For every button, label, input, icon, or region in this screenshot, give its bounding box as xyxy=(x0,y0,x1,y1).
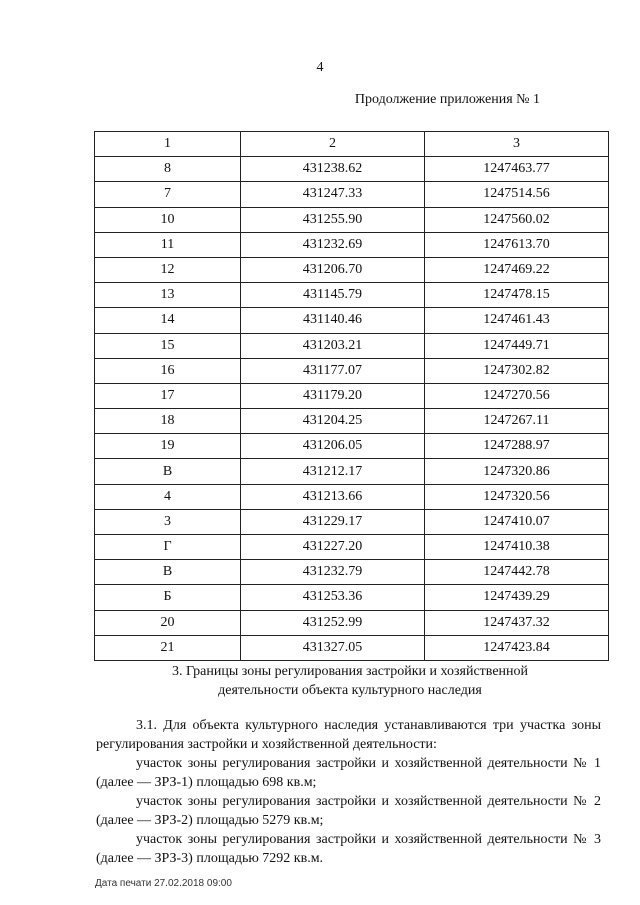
table-cell: 431213.66 xyxy=(241,484,425,509)
table-cell: 4 xyxy=(95,484,241,509)
table-row xyxy=(95,358,609,383)
table-cell: 3 xyxy=(95,509,241,534)
table-row xyxy=(95,207,609,232)
table-row xyxy=(95,333,609,358)
table-cell: 431229.17 xyxy=(241,509,425,534)
table-cell: 431327.05 xyxy=(241,635,425,660)
table-header-cell: 3 xyxy=(425,132,609,157)
section-title-line: 3. Границы зоны регулирования застройки и хозяйственной xyxy=(171,664,529,679)
table-cell: В xyxy=(95,459,241,484)
table-row xyxy=(95,484,609,509)
table-cell: 431204.25 xyxy=(241,409,425,434)
print-date: Дата печати 27.02.2018 09:00 xyxy=(95,878,232,889)
paragraph: участок зоны регулирования застройки и хозяйственной деятельности № 1 (далее — ЗРЗ-1) площадью 698 кв.м; xyxy=(96,756,601,790)
table-cell: 16 xyxy=(95,358,241,383)
section-body xyxy=(96,716,601,868)
table-row xyxy=(95,610,609,635)
continuation-caption: Продолжение приложения № 1 xyxy=(354,92,540,107)
table-cell: 1247461.43 xyxy=(425,308,609,333)
table-cell: 1247613.70 xyxy=(425,232,609,257)
paragraph: участок зоны регулирования застройки и хозяйственной деятельности № 2 (далее — ЗРЗ-2) площадью 5279 кв.м; xyxy=(96,794,601,828)
table-cell: 13 xyxy=(95,283,241,308)
section-title-line: деятельности объекта культурного наследия xyxy=(218,683,482,698)
page-number: 4 xyxy=(316,60,324,75)
table-cell: 431253.36 xyxy=(241,585,425,610)
table-row xyxy=(95,509,609,534)
table-cell: 8 xyxy=(95,157,241,182)
table-row xyxy=(95,535,609,560)
table-row xyxy=(95,308,609,333)
table-cell: 1247439.29 xyxy=(425,585,609,610)
table-cell: 431252.99 xyxy=(241,610,425,635)
table-cell: 1247302.82 xyxy=(425,358,609,383)
table-cell: 1247267.11 xyxy=(425,409,609,434)
table-cell: 1247463.77 xyxy=(425,157,609,182)
table-cell: 7 xyxy=(95,182,241,207)
table-cell: 1247423.84 xyxy=(425,635,609,660)
table-row xyxy=(95,585,609,610)
table-cell: 1247410.07 xyxy=(425,509,609,534)
table-row xyxy=(95,383,609,408)
table-cell: 18 xyxy=(95,409,241,434)
table-cell: 1247288.97 xyxy=(425,434,609,459)
table-cell: 1247469.22 xyxy=(425,257,609,282)
table-row xyxy=(95,635,609,660)
table-row xyxy=(95,283,609,308)
table-row xyxy=(95,434,609,459)
table-cell: 1247410.38 xyxy=(425,535,609,560)
table-row xyxy=(95,257,609,282)
coordinates-table xyxy=(94,131,609,661)
table-cell: 431145.79 xyxy=(241,283,425,308)
table-header-row xyxy=(95,132,609,157)
table-cell: 1247320.56 xyxy=(425,484,609,509)
table-cell: 431206.70 xyxy=(241,257,425,282)
table-cell: 15 xyxy=(95,333,241,358)
table-cell: Г xyxy=(95,535,241,560)
table-cell: 12 xyxy=(95,257,241,282)
table-header-cell: 1 xyxy=(95,132,241,157)
table-cell: 1247437.32 xyxy=(425,610,609,635)
table-row xyxy=(95,182,609,207)
table-cell: 1247449.71 xyxy=(425,333,609,358)
table-cell: 431238.62 xyxy=(241,157,425,182)
table-cell: 21 xyxy=(95,635,241,660)
table-cell: 431247.33 xyxy=(241,182,425,207)
table-row xyxy=(95,409,609,434)
table-cell: 19 xyxy=(95,434,241,459)
table-cell: 17 xyxy=(95,383,241,408)
table-cell: 431232.79 xyxy=(241,560,425,585)
table-cell: 431203.21 xyxy=(241,333,425,358)
table-cell: 431212.17 xyxy=(241,459,425,484)
table-cell: 1247478.15 xyxy=(425,283,609,308)
table-cell: 1247320.86 xyxy=(425,459,609,484)
table-cell: 431206.05 xyxy=(241,434,425,459)
table-cell: 14 xyxy=(95,308,241,333)
table-cell: 10 xyxy=(95,207,241,232)
table-row xyxy=(95,560,609,585)
section-title xyxy=(0,662,640,700)
table-cell: 20 xyxy=(95,610,241,635)
paragraph: участок зоны регулирования застройки и хозяйственной деятельности № 3 (далее — ЗРЗ-3) площадью 7292 кв.м. xyxy=(96,832,601,866)
table-cell: 431255.90 xyxy=(241,207,425,232)
paragraph: 3.1. Для объекта культурного наследия устанавливаются три участка зоны регулирования застройки и хозяйственной деятельности: xyxy=(96,718,601,752)
table-row xyxy=(95,157,609,182)
table-row xyxy=(95,232,609,257)
table-cell: 431179.20 xyxy=(241,383,425,408)
table-cell: 431232.69 xyxy=(241,232,425,257)
table-cell: 431177.07 xyxy=(241,358,425,383)
table-header-cell: 2 xyxy=(241,132,425,157)
table-row xyxy=(95,459,609,484)
table-cell: 431227.20 xyxy=(241,535,425,560)
table-cell: Б xyxy=(95,585,241,610)
table-cell: 11 xyxy=(95,232,241,257)
table-cell: 431140.46 xyxy=(241,308,425,333)
table-cell: 1247560.02 xyxy=(425,207,609,232)
table-cell: В xyxy=(95,560,241,585)
table-cell: 1247442.78 xyxy=(425,560,609,585)
table-cell: 1247270.56 xyxy=(425,383,609,408)
table-cell: 1247514.56 xyxy=(425,182,609,207)
